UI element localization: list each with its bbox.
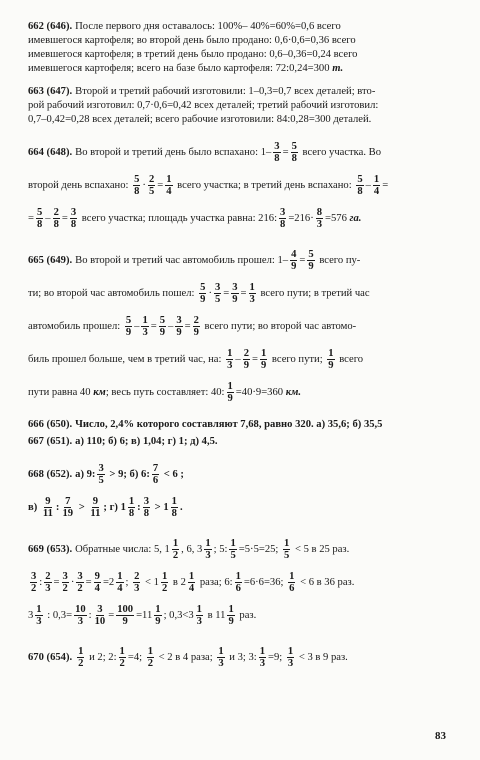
fraction: $\frac{1}{9}$ — [328, 347, 334, 371]
fraction: $\frac{5}{8}$ — [291, 140, 297, 164]
fraction: $\frac{3}{8}$ — [70, 206, 77, 230]
fraction: $\frac{5}{9}$ — [159, 314, 166, 338]
page-number: 83 — [435, 730, 446, 743]
fraction: $\frac{1}{2}$ — [119, 645, 125, 669]
fraction: $\frac{9}{4}$ — [94, 570, 100, 594]
fraction: $\frac{1}{3}$ — [36, 603, 42, 627]
fraction: $\frac{1}{8}$ — [128, 495, 135, 519]
fraction: $\frac{1}{5}$ — [230, 537, 236, 561]
problem-669: 669 (653). Обратные числа: 5, 1 $\frac{1}{2}$ , 6, 3 $\frac{1}{3}$ ; 5: $\frac{1}{5}$ =5·5=25; $\frac{1}{5}$ < 5 в 25 раз. $\frac{3}{2}$ : $\frac{2}{3}$ = $\frac{3}{2}$ · $\frac{3}{2}$ = $\frac{9}{4}$ =2 $\frac{1}{4}$ ; $\frac{2}{3}$ < 1 $\frac{1}{2}$ в 2 $\frac{1}{4}$ раза; 6: $\frac{1}{6}$ =6·6=36; $\frac{1}{6}$ < 6 в 36 раз. 3 $\frac{1}{3}$ : 0,3= $\frac{10}{3}$ : $\frac{3}{10}$ = $\frac{100}{9}$ =11 $\frac{1}{9}$ ; 0,3<3 $\frac{1}{3}$ в 11 $\frac{1}{9}$ раз. — [28, 537, 355, 627]
fraction: $\frac{1}{4}$ — [373, 173, 380, 197]
fraction: $\frac{5}{8}$ — [134, 173, 140, 197]
problem-number: 666 (650). — [28, 419, 73, 431]
problem-663: 663 (647). Второй и третий рабочий изготовили: 1–0,3=0,7 всех деталей; вто- рой рабочий изготовил: 0,7·0,6=0,42 всех деталей; третий рабочий изготовил: 0,7–0,42=0,28 всех деталей; всего рабочие изготовили: 84:0,28=300 деталей. — [28, 86, 379, 126]
fraction: $\frac{3}{2}$ — [62, 570, 68, 594]
fraction: $\frac{1}{4}$ — [188, 570, 195, 594]
fraction: $\frac{3}{2}$ — [31, 570, 37, 594]
problem-666: 666 (650). Число, 2,4% которого составляют 7,68, равно 320. а) 35,6; б) 35,5 — [28, 419, 383, 431]
fraction: $\frac{1}{3}$ — [227, 347, 233, 371]
fraction: $\frac{1}{3}$ — [196, 603, 202, 627]
fraction: $\frac{1}{6}$ — [235, 570, 241, 594]
fraction: $\frac{3}{5}$ — [98, 462, 104, 486]
fraction: $\frac{5}{9}$ — [308, 248, 314, 272]
fraction: $\frac{9}{11}$ — [90, 495, 101, 519]
fraction: $\frac{1}{4}$ — [117, 570, 123, 594]
fraction: $\frac{3}{8}$ — [143, 495, 149, 519]
fraction: $\frac{2}{9}$ — [193, 314, 199, 338]
problem-665: 665 (649). Во второй и третий час автомобиль прошел: 1– $\frac{4}{9}$ = $\frac{5}{9}$ всего пу- ти; во второй час автомобиль пошел: $\frac{5}{9}$ · $\frac{3}{5}$ = $\frac{3}{9}$ = $\frac{1}{3}$ всего пути; в третий час автомобиль прошел: $\frac{5}{9}$ – $\frac{1}{3}$ = $\frac{5}{9}$ – $\frac{3}{9}$ = $\frac{2}{9}$ всего пути; во второй час автомо- биль прошел больше, чем в третий час, на: $\frac{1}{3}$ – $\frac{2}{9}$ = $\frac{1}{9}$ всего пути; $\frac{1}{9}$ всего пути равна 40 км ; весь путь составляет: 40: $\frac{1}{9}$ =40·9=360 км. — [28, 248, 370, 404]
fraction: $\frac{3}{8}$ — [274, 140, 280, 164]
fraction: $\frac{1}{9}$ — [227, 380, 233, 404]
problem-number: 662 (646). — [28, 21, 73, 33]
fraction: $\frac{10}{3}$ — [75, 603, 86, 627]
problem-668: 668 (652). а) 9: $\frac{3}{5}$ > 9; б) 6: $\frac{7}{6}$ < 6 ; в) $\frac{9}{11}$ : $\frac{7}{19}$ > $\frac{9}{11}$ ; г) 1 $\frac{1}{8}$ : $\frac{3}{8}$ > 1 $\frac{1}{8}$ . — [28, 462, 184, 519]
fraction: $\frac{1}{3}$ — [249, 281, 255, 305]
fraction: $\frac{2}{5}$ — [148, 173, 155, 197]
fraction: $\frac{5}{8}$ — [36, 206, 43, 230]
fraction: $\frac{3}{2}$ — [77, 570, 83, 594]
fraction: $\frac{1}{3}$ — [287, 645, 294, 669]
fraction: $\frac{5}{8}$ — [357, 173, 363, 197]
fraction: $\frac{2}{9}$ — [243, 347, 249, 371]
problem-number: 668 (652). — [28, 468, 73, 480]
fraction: $\frac{1}{4}$ — [166, 173, 172, 197]
fraction: $\frac{9}{11}$ — [42, 495, 53, 519]
problem-number: 667 (651). — [28, 436, 73, 448]
problem-670: 670 (654). $\frac{1}{2}$ и 2; 2: $\frac{1}{2}$ =4; $\frac{1}{2}$ < 2 в 4 раза; $\frac{1}{3}$ и 3; 3: $\frac{1}{3}$ =9; $\frac{1}{3}$ < 3 в 9 раз. — [28, 645, 348, 669]
fraction: $\frac{4}{9}$ — [291, 248, 297, 272]
fraction: $\frac{100}{9}$ — [117, 603, 134, 627]
fraction: $\frac{7}{6}$ — [152, 462, 159, 486]
problem-number: 663 (647). — [28, 86, 73, 98]
fraction: $\frac{1}{2}$ — [147, 645, 154, 669]
fraction: $\frac{3}{8}$ — [280, 206, 286, 230]
fraction: $\frac{5}{9}$ — [125, 314, 132, 338]
fraction: $\frac{1}{3}$ — [218, 645, 224, 669]
fraction: $\frac{5}{9}$ — [200, 281, 206, 305]
problem-number: 665 (649). — [28, 254, 73, 266]
fraction: $\frac{1}{2}$ — [78, 645, 84, 669]
fraction: $\frac{1}{6}$ — [289, 570, 295, 594]
problem-number: 669 (653). — [28, 543, 73, 555]
fraction: $\frac{1}{3}$ — [205, 537, 211, 561]
fraction: $\frac{2}{3}$ — [134, 570, 140, 594]
fraction: $\frac{7}{19}$ — [62, 495, 74, 519]
fraction: $\frac{1}{2}$ — [161, 570, 168, 594]
fraction: $\frac{2}{3}$ — [45, 570, 51, 594]
fraction: $\frac{1}{2}$ — [172, 537, 179, 561]
problem-664: 664 (648). Во второй и третий день было вспахано: 1– $\frac{3}{8}$ = $\frac{5}{8}$ всего участка. Во второй день вспахано: $\frac{5}{8}$ · $\frac{2}{5}$ = $\frac{1}{4}$ всего участка; в третий день вспахано: $\frac{5}{8}$ – $\frac{1}{4}$ = = $\frac{5}{8}$ – $\frac{2}{8}$ = $\frac{3}{8}$ всего участка; площадь участка равна: 216: $\frac{3}{8}$ =216· $\frac{8}{3}$ =576 га. — [28, 140, 389, 230]
problem-number: 664 (648). — [28, 146, 73, 158]
fraction: $\frac{3}{10}$ — [94, 603, 106, 627]
fraction: $\frac{2}{8}$ — [53, 206, 59, 230]
fraction: $\frac{1}{3}$ — [259, 645, 266, 669]
fraction: $\frac{1}{3}$ — [142, 314, 148, 338]
problem-662: 662 (646). После первого дня оставалось: 100%– 40%=60%=0,6 всего имевшегося картофеля; во второй день было продано: 0,6·0,6=0,36 всего имевшегося картофеля; в третий день было продано: 0,6–0,36=0,24 всего имевшегося картофеля; всего на базе было картофеля: 72:0,24=300 т. — [28, 21, 358, 75]
fraction: $\frac{1}{8}$ — [171, 495, 177, 519]
fraction: $\frac{3}{9}$ — [176, 314, 182, 338]
fraction: $\frac{1}{9}$ — [228, 603, 234, 627]
problem-number: 670 (654). — [28, 651, 73, 663]
fraction: $\frac{1}{9}$ — [155, 603, 161, 627]
fraction: $\frac{3}{9}$ — [232, 281, 238, 305]
fraction: $\frac{8}{3}$ — [316, 206, 323, 230]
fraction: $\frac{3}{5}$ — [214, 281, 221, 305]
problem-667: 667 (651). а) 110; б) 6; в) 1,04; г) 1; д) 4,5. — [28, 436, 218, 448]
fraction: $\frac{1}{9}$ — [260, 347, 267, 371]
fraction: $\frac{1}{5}$ — [284, 537, 290, 561]
